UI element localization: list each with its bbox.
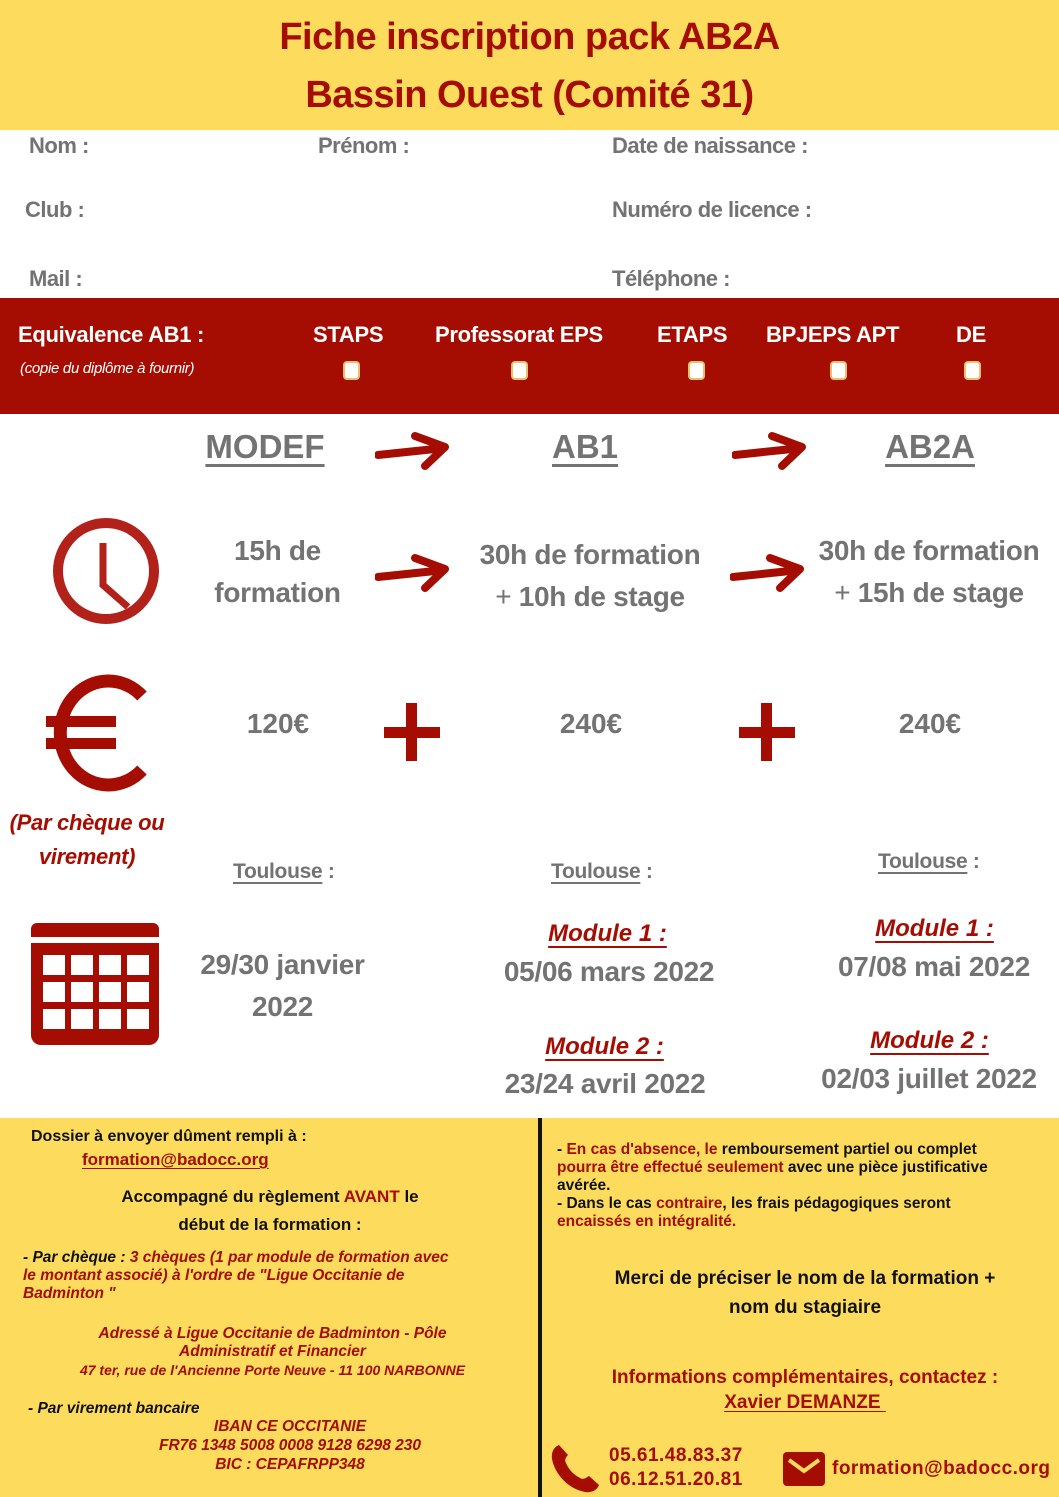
ab2a-duration: 30h de formation + 15h de stage: [818, 535, 1040, 608]
footer-divider: [538, 1118, 542, 1497]
telephone-field[interactable]: Téléphone :: [612, 266, 730, 291]
phone-numbers: [609, 1444, 743, 1492]
plus-icon: [384, 703, 440, 761]
arrow-right-icon: [730, 552, 808, 592]
equivalence-note: (copie du diplôme à fournir): [20, 360, 195, 377]
contact-name[interactable]: Xavier DEMANZE: [724, 1392, 886, 1413]
option-staps-checkbox[interactable]: [343, 361, 360, 380]
send-label: Dossier à envoyer dûment rempli à :: [31, 1128, 307, 1145]
ab2a-price: 240€: [898, 708, 962, 739]
modef-price: 120€: [246, 708, 310, 739]
nom-field[interactable]: Nom :: [29, 133, 89, 158]
option-professorat-checkbox[interactable]: [511, 361, 528, 380]
phone-icon: [549, 1443, 601, 1495]
equivalence-band: [0, 298, 1059, 414]
equivalence-label: Equivalence AB1 :: [18, 322, 205, 347]
option-etaps-checkbox[interactable]: [688, 361, 705, 380]
ab1-module2-label: Module 2 :: [545, 1033, 664, 1060]
mail-field[interactable]: Mail :: [29, 266, 83, 291]
contact-email-link[interactable]: formation@badocc.org: [832, 1458, 1051, 1479]
stage-title-ab2a: AB2A: [885, 428, 975, 465]
calendar-icon: [31, 923, 159, 1045]
virement-label: - Par virement bancaire: [28, 1400, 200, 1417]
option-etaps-label: ETAPS: [657, 322, 728, 347]
info-contact: Informations complémentaires, contactez : Xavier DEMANZE: [611, 1367, 999, 1413]
merci-note: Merci de préciser le nom de la formation + nom du stagiaire: [614, 1268, 996, 1318]
bank-details: IBAN CE OCCITANIE FR76 1348 5008 0008 9128 6298 230 BIC : CEPAFRPP348: [158, 1418, 421, 1473]
option-staps-label: STAPS: [313, 322, 384, 347]
postal-address: Adressé à Ligue Occitanie de Badminton - Pôle Administratif et Financier 47 ter, rue de l'Ancienne Porte Neuve - 11 100 NARBONNE: [79, 1325, 466, 1378]
option-de-checkbox[interactable]: [964, 361, 981, 380]
euro-icon: [40, 672, 150, 794]
absence-policy: - En cas d'absence, le remboursement partiel ou complet pourra être effectué seulement avec une pièce justificative avérée. - Dans le cas contraire, les frais pédagogiques seront encaissés en intégralité.: [557, 1141, 988, 1230]
stage-title-modef: MODEF: [205, 428, 325, 465]
ab1-duration: 30h de formation + 10h de stage: [479, 539, 701, 612]
club-field[interactable]: Club :: [25, 197, 85, 222]
cheque-instructions: - Par chèque : 3 chèques (1 par module de formation avec le montant associé) à l'ordre de "Ligue Occitanie de Badminton ": [23, 1249, 449, 1302]
ab2a-module2-label: Module 2 :: [870, 1027, 989, 1054]
date-naissance-field[interactable]: Date de naissance :: [612, 133, 808, 158]
ab2a-module2-date: 02/03 juillet 2022: [821, 1063, 1037, 1094]
modef-date: 29/30 janvier 2022: [200, 949, 365, 1022]
send-email-link[interactable]: formation@badocc.org: [82, 1150, 269, 1169]
accompany-text: Accompagné du règlement AVANT le début de la formation :: [121, 1187, 419, 1234]
stage-title-ab1: AB1: [551, 428, 619, 465]
ab1-module1-date: 05/06 mars 2022: [503, 956, 715, 987]
arrow-right-icon: [375, 552, 453, 592]
header-banner: [0, 0, 1059, 130]
option-professorat-label: Professorat EPS: [435, 322, 603, 347]
arrow-right-icon: [375, 430, 453, 470]
ab1-module2-date: 23/24 avril 2022: [504, 1068, 706, 1099]
arrow-right-icon: [732, 430, 810, 470]
payment-method-note: (Par chèque ou virement): [9, 810, 165, 869]
page-title: Fiche inscription pack AB2A: [279, 16, 780, 58]
option-de-label: DE: [956, 322, 986, 347]
ab2a-module1-label: Module 1 :: [875, 915, 994, 942]
page-subtitle: Bassin Ouest (Comité 31): [305, 74, 754, 116]
plus-icon: [739, 703, 795, 761]
prenom-field[interactable]: Prénom :: [318, 133, 410, 158]
mail-icon: [783, 1452, 825, 1486]
numero-licence-field[interactable]: Numéro de licence :: [612, 197, 812, 222]
clock-icon: [50, 515, 162, 627]
ab1-module1-label: Module 1 :: [548, 920, 667, 947]
ab1-city: Toulouse :: [551, 860, 653, 883]
ab2a-city: Toulouse :: [878, 850, 980, 873]
ab1-price: 240€: [559, 708, 623, 739]
modef-duration: 15h de formation: [214, 535, 341, 608]
option-bpjeps-label: BPJEPS APT: [766, 322, 900, 347]
modef-city: Toulouse :: [233, 860, 335, 883]
option-bpjeps-checkbox[interactable]: [830, 361, 847, 380]
ab2a-module1-date: 07/08 mai 2022: [838, 951, 1030, 982]
phone-number-1[interactable]: 05.61.48.83.37: [609, 1445, 743, 1466]
phone-number-2[interactable]: 06.12.51.20.81: [609, 1469, 743, 1490]
